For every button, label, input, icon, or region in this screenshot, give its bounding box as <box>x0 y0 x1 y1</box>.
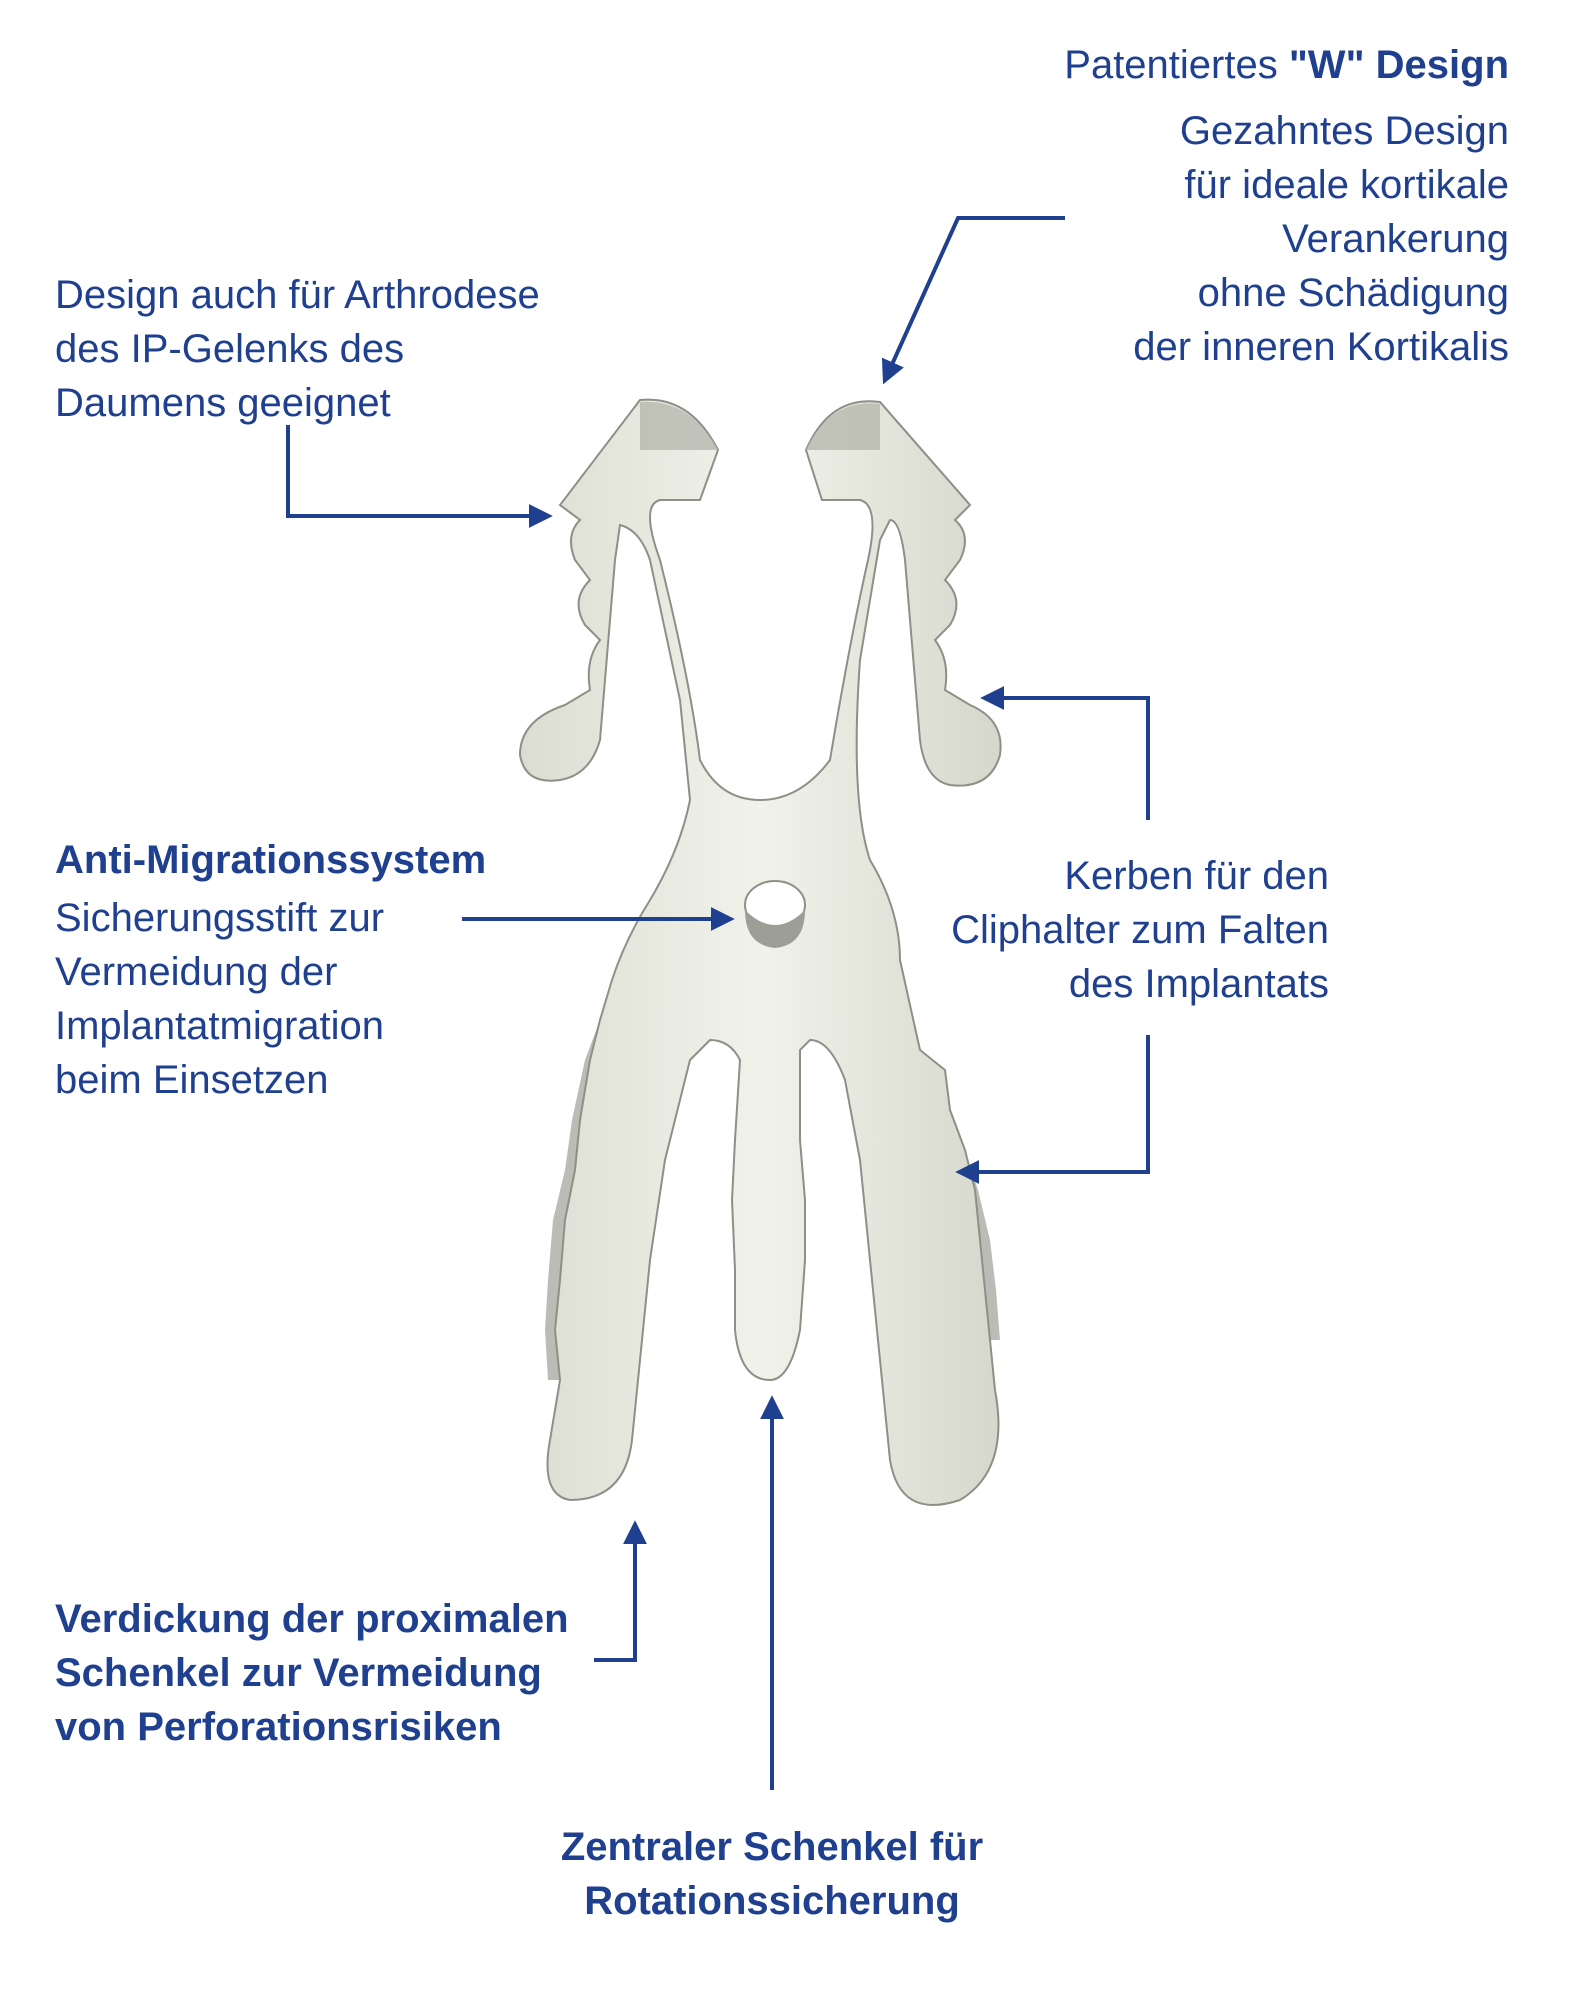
arrow-verdickung <box>594 1525 635 1660</box>
verdickung-line: von Perforationsrisiken <box>55 1705 502 1749</box>
anti-migration-line: Vermeidung der <box>55 950 338 994</box>
label-zentral <box>472 1820 1072 1928</box>
kerben-line: des Implantats <box>1068 962 1329 1006</box>
anti-migration-line: beim Einsetzen <box>55 1058 329 1102</box>
w-design-line: ohne Schädigung <box>1197 271 1509 315</box>
label-verdickung <box>55 1592 569 1754</box>
label-w-design <box>909 38 1509 374</box>
arrow-kerben-bottom <box>960 1035 1148 1172</box>
w-design-line: Gezahntes Design <box>1179 109 1509 153</box>
arthrodese-line: Daumens geeignet <box>55 381 391 425</box>
w-design-title: Patentiertes "W" Design <box>1064 43 1509 87</box>
label-anti-migration <box>55 833 486 1107</box>
verdickung-line: Schenkel zur Vermeidung <box>55 1651 542 1695</box>
arthrodese-line: des IP-Gelenks des <box>55 327 405 371</box>
zentral-line: Zentraler Schenkel für <box>560 1825 984 1869</box>
w-design-line: der inneren Kortikalis <box>1133 325 1509 369</box>
anti-migration-line: Implantatmigration <box>55 1004 385 1048</box>
verdickung-line: Verdickung der proximalen <box>55 1597 569 1641</box>
kerben-line: Kerben für den <box>1064 854 1329 898</box>
label-arthrodese <box>55 268 540 430</box>
anti-migration-title: Anti-Migrationssystem <box>55 838 487 882</box>
anti-migration-line: Sicherungsstift zur <box>55 896 385 940</box>
arrow-kerben-top <box>985 698 1148 820</box>
arrow-arthrodese <box>288 425 548 516</box>
zentral-line: Rotationssicherung <box>584 1879 960 1923</box>
arthrodese-line: Design auch für Arthrodese <box>55 273 540 317</box>
w-design-line: Verankerung <box>1282 217 1509 261</box>
label-kerben <box>829 849 1329 1011</box>
w-design-line: für ideale kortikale <box>1184 163 1509 207</box>
kerben-line: Cliphalter zum Falten <box>951 908 1329 952</box>
